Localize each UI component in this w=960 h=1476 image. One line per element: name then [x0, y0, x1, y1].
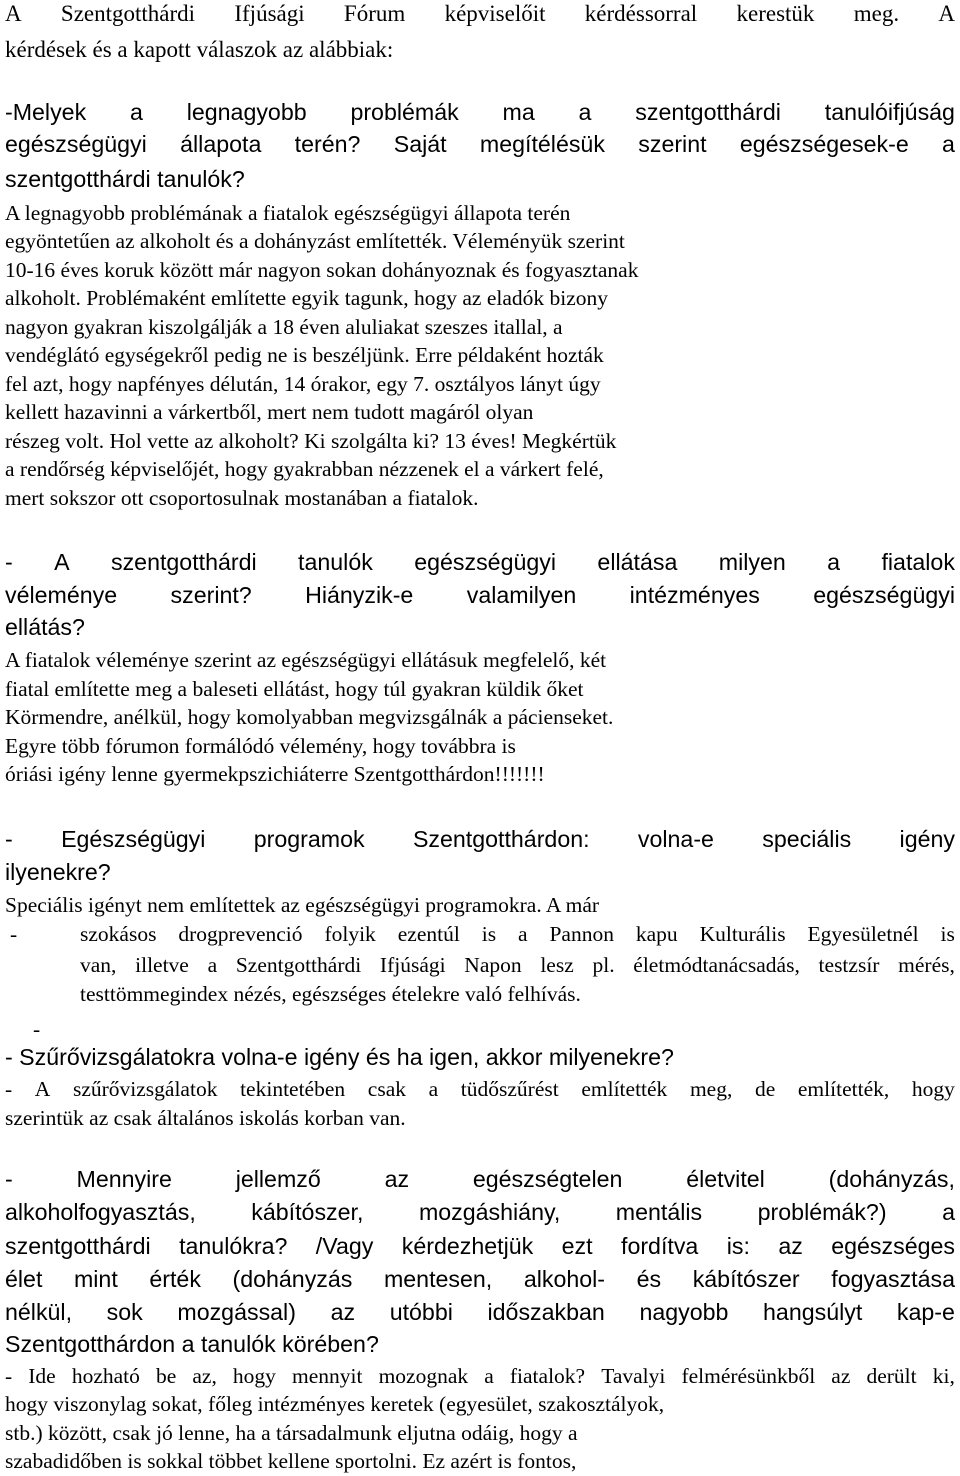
q1-answer-line: részeg volt. Hol vette az alkoholt? Ki szolgálta ki? 13 éves! Megkértük	[5, 429, 617, 453]
word: tanulókra?	[179, 1233, 288, 1259]
word: véleménye	[5, 582, 118, 608]
q4-answer-line-2: szerintük az csak általános iskolás korban van.	[5, 1106, 406, 1130]
word: az	[778, 1233, 803, 1259]
word: fogyasztása	[831, 1266, 955, 1292]
word: -	[5, 1077, 13, 1101]
word: alkohol-	[523, 1266, 606, 1292]
q3-bullet-line	[80, 951, 955, 979]
word: csak	[367, 1077, 406, 1101]
word: illetve	[135, 953, 189, 977]
word: hangsúlyt	[763, 1299, 863, 1325]
q5-title-line	[5, 1296, 955, 1328]
word: Egészségügyi	[61, 826, 206, 852]
word: volna-e	[637, 826, 714, 852]
word: említették,	[797, 1077, 890, 1101]
word: szerint	[638, 131, 707, 157]
word: Kulturális	[699, 922, 786, 946]
word: kap-e	[896, 1299, 955, 1325]
word: utóbbi	[389, 1299, 453, 1325]
q2-answer-line: óriási igény lenne gyermekpszichiáterre Szentgotthárdon!!!!!!!	[5, 762, 545, 786]
word: ellátása	[597, 549, 678, 575]
q1-title-line-3: szentgotthárdi tanulók?	[5, 166, 245, 192]
q1-answer-line: 10-16 éves koruk között már nagyon sokan dohányoznak és fogyasztanak	[5, 258, 639, 282]
word: szokásos	[80, 922, 157, 946]
word: egészségtelen	[472, 1166, 623, 1192]
word: tekintetében	[240, 1077, 346, 1101]
word: életmódtanácsadás,	[633, 953, 800, 977]
word: mint	[73, 1266, 118, 1292]
word: a	[578, 99, 592, 125]
word: Szentgotthárdi	[60, 1, 196, 26]
word: sok	[106, 1299, 143, 1325]
word: egészségügyi	[813, 582, 955, 608]
word: élet	[5, 1266, 43, 1292]
q3-bullet-dash: -	[10, 922, 18, 946]
word: testzsír	[818, 953, 880, 977]
word: kerestük	[736, 1, 815, 26]
q5-answer-line: szabadidőben is sokkal többet kellene sportolni. Ez azért is fontos,	[5, 1449, 577, 1473]
word: milyen	[718, 549, 786, 575]
word: is	[481, 922, 497, 946]
q1-answer-line: vendéglátó egységekről pedig ne is beszéljünk. Erre példaként hozták	[5, 343, 604, 367]
q3-title-line-1	[5, 823, 955, 855]
q2-answer-line: Körmendre, anélkül, hogy komolyabban megvizsgálnák a pácienseket.	[5, 705, 614, 729]
word: de	[754, 1077, 776, 1101]
q1-title-line-1	[5, 96, 955, 128]
word: említették	[581, 1077, 668, 1101]
word: egészséges	[831, 1233, 955, 1259]
word: terén?	[294, 131, 361, 157]
word: hogy	[232, 1364, 276, 1388]
word: problémák?)	[757, 1199, 887, 1225]
word: kábítószer	[692, 1266, 800, 1292]
word: egészségügyi	[5, 131, 147, 157]
word: -Melyek	[5, 99, 87, 125]
word: meg.	[853, 1, 900, 26]
word: programok	[253, 826, 365, 852]
word: A	[938, 1, 955, 26]
word: érték	[149, 1266, 201, 1292]
word: és	[636, 1266, 662, 1292]
word: Saját	[393, 131, 447, 157]
word: ki,	[932, 1364, 955, 1388]
word: Pannon	[549, 922, 614, 946]
q3-bullet-line: testtömmegindex nézés, egészséges ételekre való felhívás.	[80, 982, 581, 1006]
word: (dohányzás,	[828, 1166, 955, 1192]
word: a	[484, 1364, 494, 1388]
word: Egyesületnél	[807, 922, 919, 946]
word: Mennyire	[76, 1166, 172, 1192]
word: nélkül,	[5, 1299, 73, 1325]
word: -	[5, 1166, 13, 1192]
word: A	[54, 549, 70, 575]
q1-answer-line: a rendőrség képviselőjét, hogy gyakrabban nézzenek el a várkert felé,	[5, 457, 604, 481]
word: mozgással)	[177, 1299, 296, 1325]
word: alkoholfogyasztás,	[5, 1199, 196, 1225]
word: mennyit	[292, 1364, 363, 1388]
word: az,	[192, 1364, 217, 1388]
q1-answer-line: egyöntetűen az alkoholt és a dohányzást említették. Véleményük szerint	[5, 229, 625, 253]
q3-empty-dash: -	[33, 1017, 41, 1041]
word: életvitel	[686, 1166, 765, 1192]
word: tanulóifjúság	[824, 99, 955, 125]
word: -	[5, 549, 13, 575]
word: kérdéssorral	[584, 1, 698, 26]
q5-title-line: Szentgotthárdon a tanulók körében?	[5, 1331, 379, 1357]
word: problémák	[350, 99, 459, 125]
word: folyik	[324, 922, 376, 946]
word: egészségesek-e	[739, 131, 909, 157]
word: Napon	[464, 953, 522, 977]
word: is	[940, 922, 955, 946]
word: állapota	[180, 131, 262, 157]
word: kapu	[635, 922, 678, 946]
word: mozognak	[378, 1364, 469, 1388]
q5-title-line	[5, 1196, 955, 1228]
word: A	[34, 1077, 51, 1101]
q5-answer-line: hogy viszonylag sokat, főleg intézményes keretek (egyesület, szakosztályok,	[5, 1392, 665, 1416]
word: az	[831, 1364, 851, 1388]
word: mozgáshiány,	[418, 1199, 561, 1225]
q3-bullet-line	[80, 920, 955, 948]
word: fordítva	[621, 1233, 699, 1259]
word: szentgotthárdi	[635, 99, 781, 125]
word: Ifjúsági	[379, 953, 446, 977]
word: Tavalyi	[601, 1364, 666, 1388]
intro-line-1	[5, 0, 955, 28]
word: -	[5, 826, 13, 852]
word: időszakban	[487, 1299, 605, 1325]
word: -	[5, 1364, 13, 1388]
word: pl.	[592, 953, 615, 977]
q5-title-line	[5, 1230, 955, 1262]
q2-answer-line: fiatal említette meg a baleseti ellátást, hogy túl gyakran küldik őket	[5, 677, 584, 701]
word: a	[827, 549, 841, 575]
word: a	[129, 99, 143, 125]
q2-title-line-2	[5, 579, 955, 611]
word: fiatalok	[881, 549, 955, 575]
word: a	[942, 131, 955, 157]
word: meg,	[689, 1077, 733, 1101]
word: Fórum	[343, 1, 406, 26]
word: intézményes	[629, 582, 760, 608]
word: drogprevenció	[178, 922, 303, 946]
word: tüdőszűrést	[460, 1077, 559, 1101]
word: ma	[502, 99, 535, 125]
word: fiatalok?	[509, 1364, 586, 1388]
word: Szentgotthárdi	[235, 953, 362, 977]
q1-answer-line: mert sokszor ott csoportosulnak mostanában a fiatalok.	[5, 486, 479, 510]
q1-answer-line: fel azt, hogy napfényes délután, 14 órakor, egy 7. osztályos lányt úgy	[5, 372, 601, 396]
word: ezentúl	[397, 922, 460, 946]
word: tanulók	[298, 549, 373, 575]
q5-answer-line: stb.) között, csak jó lenne, ha a társadalmunk eljutna odáig, hogy a	[5, 1421, 578, 1445]
word: mentesen,	[383, 1266, 493, 1292]
word: képviselőit	[444, 1, 546, 26]
word: is:	[726, 1233, 750, 1259]
word: jellemző	[235, 1166, 321, 1192]
word: a	[518, 922, 528, 946]
word: legnagyobb	[186, 99, 307, 125]
word: Ifjúsági	[234, 1, 305, 26]
word: be	[155, 1364, 177, 1388]
word: ezt	[561, 1233, 593, 1259]
q1-answer-line: kellett hazavinni a várkertből, mert nem tudott magáról olyan	[5, 400, 534, 424]
word: megítélésük	[479, 131, 605, 157]
word: szentgotthárdi	[5, 1233, 151, 1259]
word: nagyobb	[639, 1299, 729, 1325]
word: Ide	[28, 1364, 56, 1388]
word: /Vagy	[315, 1233, 374, 1259]
q5-title-line	[5, 1263, 955, 1295]
word: a	[942, 1199, 955, 1225]
word: hozható	[71, 1364, 140, 1388]
word: mérés,	[898, 953, 955, 977]
word: a	[428, 1077, 439, 1101]
word: derült	[866, 1364, 917, 1388]
word: igény	[899, 826, 955, 852]
q1-answer-line: A legnagyobb problémának a fiatalok egészségügyi állapota terén	[5, 201, 571, 225]
word: mentális	[615, 1199, 703, 1225]
word: valamilyen	[466, 582, 577, 608]
word: kérdezhetjük	[401, 1233, 534, 1259]
word: lesz	[540, 953, 574, 977]
q2-answer-line: A fiatalok véleménye szerint az egészségügyi ellátásuk megfelelő, két	[5, 648, 607, 672]
word: az	[330, 1299, 356, 1325]
word: szerint?	[170, 582, 252, 608]
q2-answer-line: Egyre több fórumon formálódó vélemény, hogy továbbra is	[5, 734, 516, 758]
word: Hiányzik-e	[305, 582, 414, 608]
word: kábítószer,	[251, 1199, 364, 1225]
word: felmérésünkből	[681, 1364, 816, 1388]
q4-answer-line-1	[5, 1075, 955, 1103]
q5-answer-line	[5, 1362, 955, 1390]
q4-title: - Szűrővizsgálatokra volna-e igény és ha igen, akkor milyenekre?	[5, 1044, 674, 1070]
q5-title-line	[5, 1163, 955, 1195]
q1-title-line-2	[5, 128, 955, 160]
q1-answer-line: nagyon gyakran kiszolgálják a 18 éven aluliakat szeszes itallal, a	[5, 315, 563, 339]
word: szűrővizsgálatok	[72, 1077, 218, 1101]
word: Szentgotthárdon:	[412, 826, 590, 852]
word: van,	[80, 953, 117, 977]
word: szentgotthárdi	[110, 549, 257, 575]
q3-answer-line: Speciális igényt nem említettek az egészségügyi programokra. A már	[5, 893, 600, 917]
word: (dohányzás	[232, 1266, 353, 1292]
q2-title-line-1	[5, 546, 955, 578]
word: egészségügyi	[414, 549, 557, 575]
word: A	[5, 1, 22, 26]
word: az	[384, 1166, 410, 1192]
word: hogy	[911, 1077, 955, 1101]
q3-title-line-2: ilyenekre?	[5, 859, 111, 885]
q1-answer-line: alkoholt. Problémaként említette egyik tagunk, hogy az eladók bizony	[5, 286, 609, 310]
word: a	[207, 953, 218, 977]
q2-title-line-3: ellátás?	[5, 614, 85, 640]
word: speciális	[762, 826, 852, 852]
intro-line-2: kérdések és a kapott válaszok az alábbiak:	[5, 37, 394, 62]
